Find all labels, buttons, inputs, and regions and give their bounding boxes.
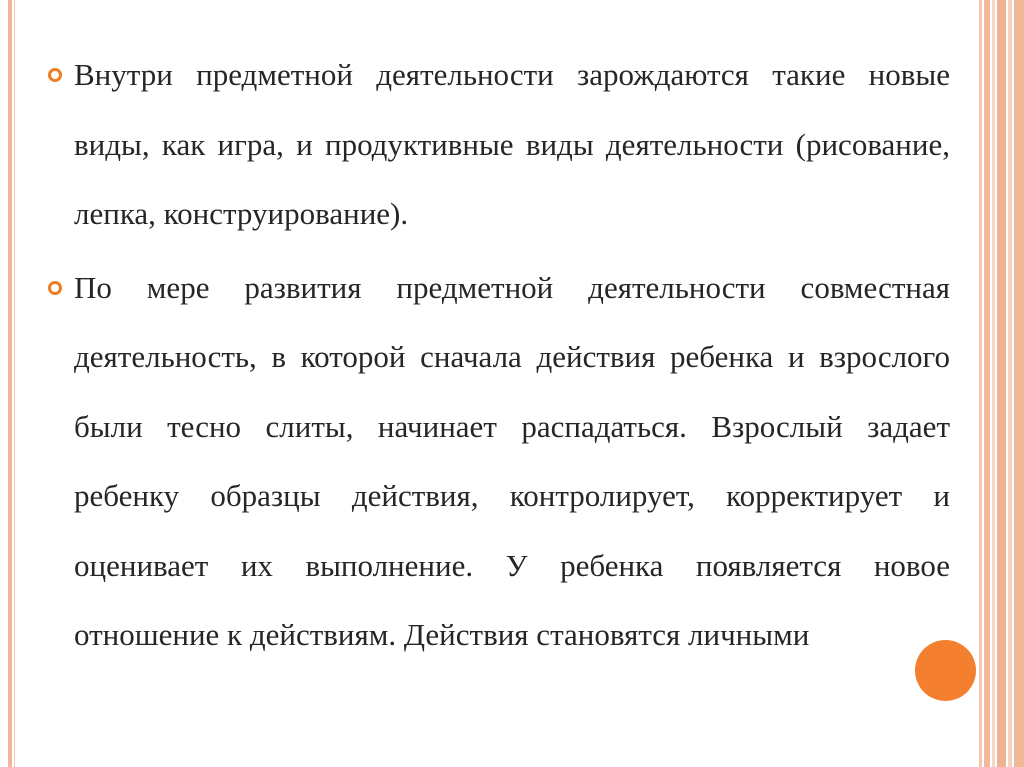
bullet-item	[48, 253, 950, 670]
bullet-text: Внутри предметной деятельности зарождаются такие новые виды, как игра, и продуктивные виды деятельности (рисование, лепка, конструирование).	[74, 57, 950, 231]
left-frame-line	[8, 0, 12, 767]
right-decor-stripe	[979, 0, 982, 767]
decor-orange-circle	[915, 640, 976, 701]
right-decor-stripe	[984, 0, 990, 767]
bullet-circle-icon	[48, 68, 62, 82]
right-decor-stripe	[992, 0, 995, 767]
slide-body	[48, 40, 950, 670]
bullet-circle-icon	[48, 281, 62, 295]
bullet-item	[48, 40, 950, 249]
bullet-text: По мере развития предметной деятельности совместная деятельность, в которой сначала действия ребенка и взрослого были тесно слиты, начинает распадаться. Взрослый задает ребенку образцы действия, контролирует, корректирует и оценивает их выполнение. У ребенка появляется новое отношение к действиям. Действия становятся личными	[74, 269, 950, 652]
left-frame-inner-line	[14, 0, 15, 767]
right-decor-stripe	[1014, 0, 1024, 767]
right-decor-stripe	[997, 0, 1006, 767]
right-decor-stripe	[1008, 0, 1012, 767]
